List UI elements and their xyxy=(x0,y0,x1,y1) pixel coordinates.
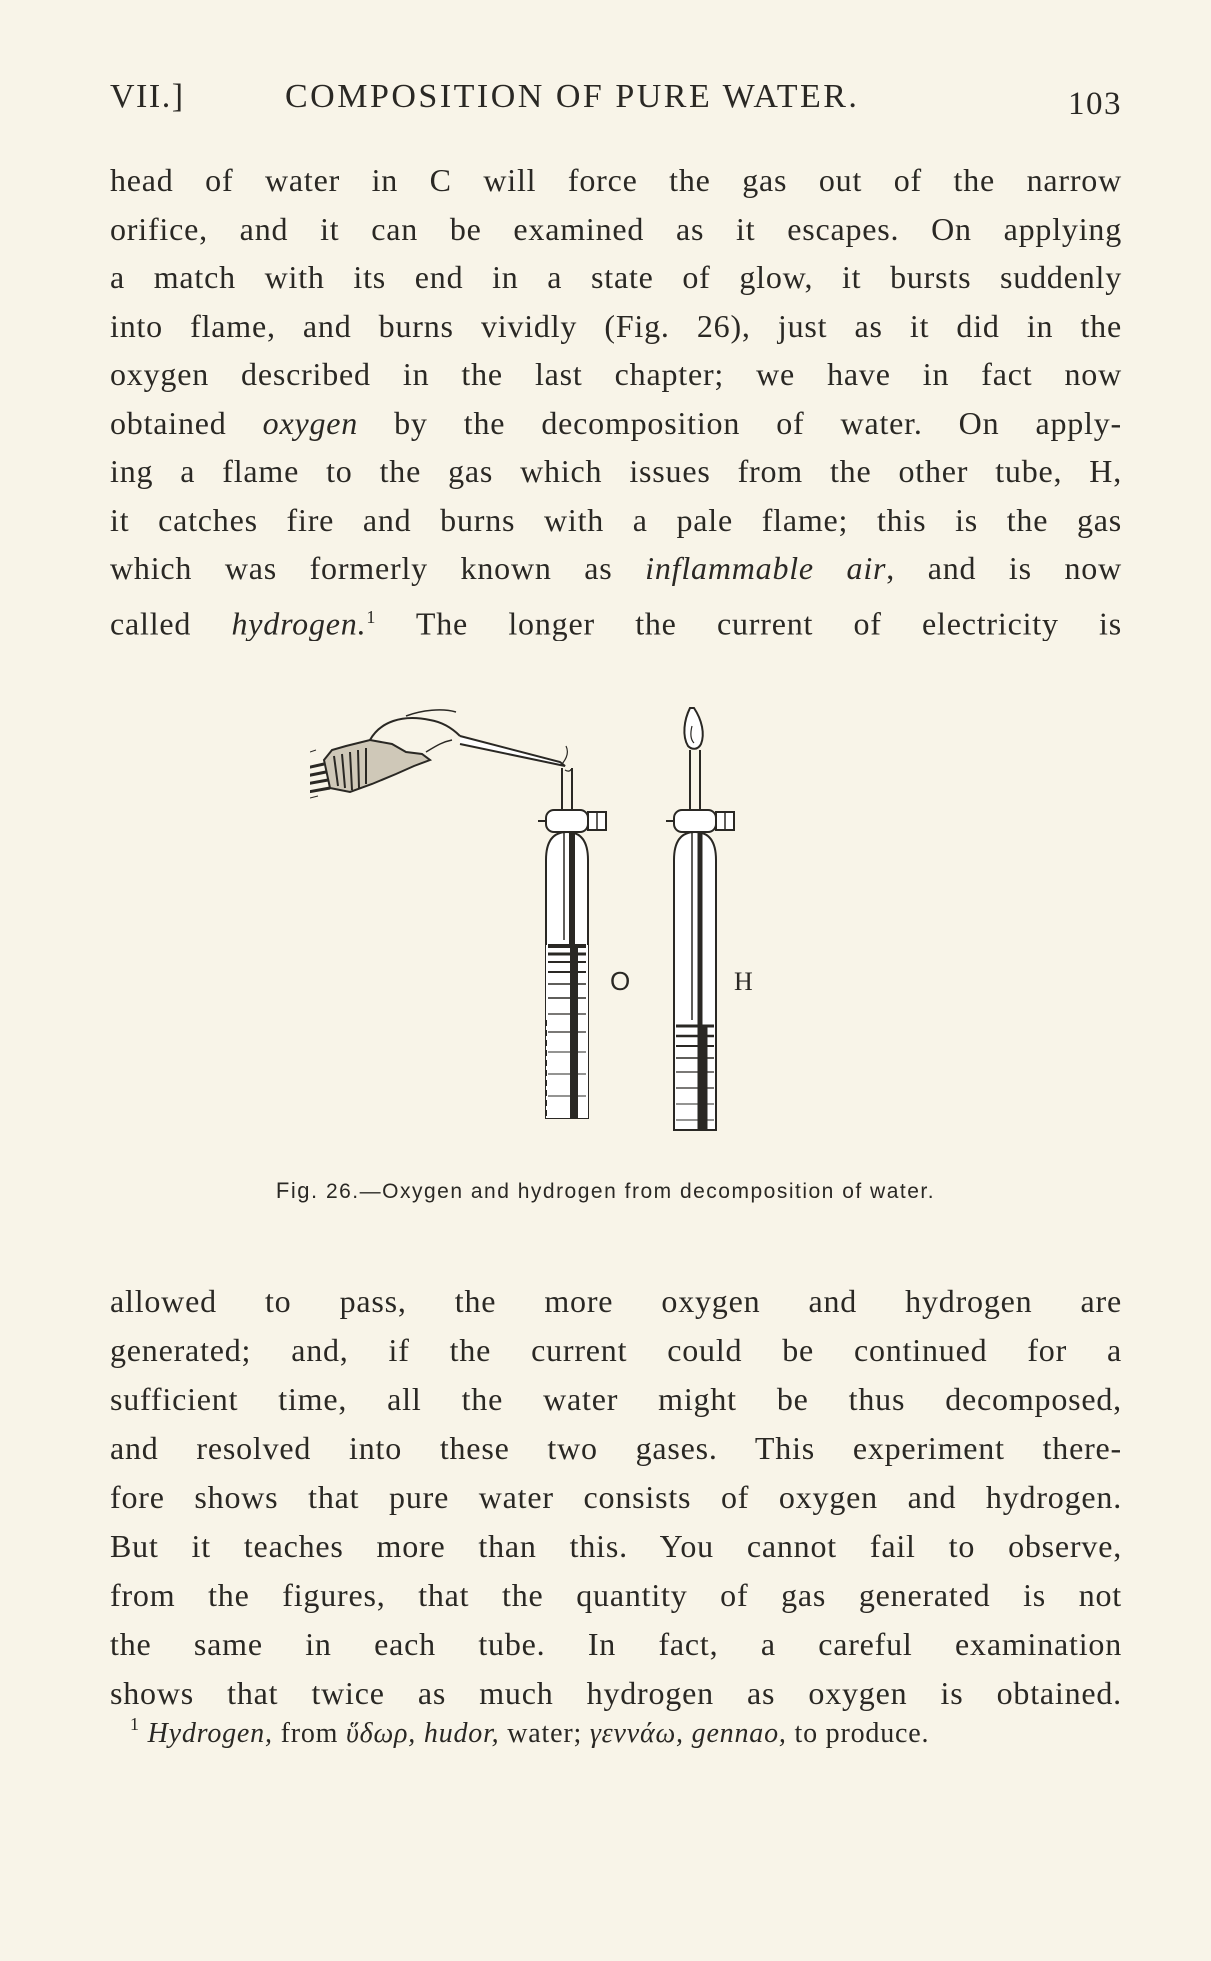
text-line: from the figures, that the quantity of gas generated is not xyxy=(110,1577,1122,1613)
text-line: sufficient time, all the water might be thus decomposed, xyxy=(110,1381,1122,1417)
greek-word: γεννάω, xyxy=(589,1718,684,1749)
hand-with-match-icon xyxy=(310,710,571,798)
page-title: COMPOSITION OF PURE WATER. xyxy=(285,78,860,115)
paragraph-top xyxy=(110,156,1122,641)
text-run: by the decomposition of water. On apply- xyxy=(358,404,1122,441)
footnote-text: water; xyxy=(499,1718,590,1749)
text-run: The longer the current of electricity is xyxy=(376,605,1122,641)
text-run: obtained xyxy=(110,404,263,441)
italic-term-inflammable-air: inflammable air xyxy=(645,550,887,586)
label-hydrogen-tube: H xyxy=(734,967,753,996)
footnote-reference: 1 xyxy=(366,606,377,627)
text-line xyxy=(110,544,1122,593)
footnote-marker: 1 xyxy=(130,1714,140,1734)
text-line: into flame, and burns vividly (Fig. 26), just as it did in the xyxy=(110,307,1122,344)
figure-caption xyxy=(0,1178,1211,1204)
text-line: allowed to pass, the more oxygen and hydrogen are xyxy=(110,1283,1122,1319)
label-oxygen-tube: O xyxy=(610,966,631,996)
hydrogen-tube-icon xyxy=(666,708,734,1130)
transliteration: hudor, xyxy=(423,1718,500,1749)
oxygen-water-level xyxy=(546,945,588,1118)
running-header xyxy=(110,78,1122,126)
caption-fig-label: Fig. xyxy=(275,1178,319,1203)
footnote xyxy=(130,1714,1130,1750)
text-line: generated; and, if the current could be continued for a xyxy=(110,1332,1122,1368)
text-line xyxy=(110,399,1122,448)
caption-text: 26.—Oxygen and hydrogen from decomposition of water. xyxy=(325,1180,936,1203)
text-line: the same in each tube. In fact, a careful examination xyxy=(110,1626,1122,1662)
text-line: shows that twice as much hydrogen as oxygen is obtained. xyxy=(110,1675,1122,1711)
chapter-number: VII.] xyxy=(110,78,185,115)
text-line: But it teaches more than this. You cannot fail to observe, xyxy=(110,1528,1122,1564)
transliteration: gennao, xyxy=(691,1718,787,1749)
paragraph-bottom xyxy=(110,1277,1122,1718)
greek-word: ὕδωρ, xyxy=(346,1718,417,1749)
text-line: orifice, and it can be examined as it escapes. On applying xyxy=(110,210,1122,247)
footnote-text: to produce. xyxy=(786,1718,930,1749)
text-line: a match with its end in a state of glow, it bursts suddenly xyxy=(110,259,1122,295)
page-number: 103 xyxy=(1068,86,1122,122)
text-line: it catches fire and burns with a pale flame; this is the gas xyxy=(110,501,1122,538)
text-run: called xyxy=(110,605,232,641)
text-line: ing a flame to the gas which issues from the other tube, H, xyxy=(110,453,1122,489)
italic-term-hydrogen: hydrogen. xyxy=(231,605,367,641)
text-line: and resolved into these two gases. This experiment there- xyxy=(110,1430,1122,1466)
text-line: fore shows that pure water consists of oxygen and hydrogen. xyxy=(110,1479,1122,1515)
text-line: head of water in C will force the gas out of the narrow xyxy=(110,162,1122,198)
oxygen-tube-icon xyxy=(538,768,606,1120)
figure-26 xyxy=(310,680,970,1160)
text-run: , and is now xyxy=(886,550,1122,586)
text-line: oxygen described in the last chapter; we have in fact now xyxy=(110,356,1122,392)
footnote-text: from xyxy=(272,1718,346,1749)
text-run: which was formerly known as xyxy=(110,550,646,586)
electrolysis-illustration xyxy=(310,680,970,1160)
text-line xyxy=(110,593,1122,642)
italic-term-oxygen: oxygen xyxy=(262,404,359,441)
footnote-term: Hydrogen, xyxy=(147,1718,273,1749)
